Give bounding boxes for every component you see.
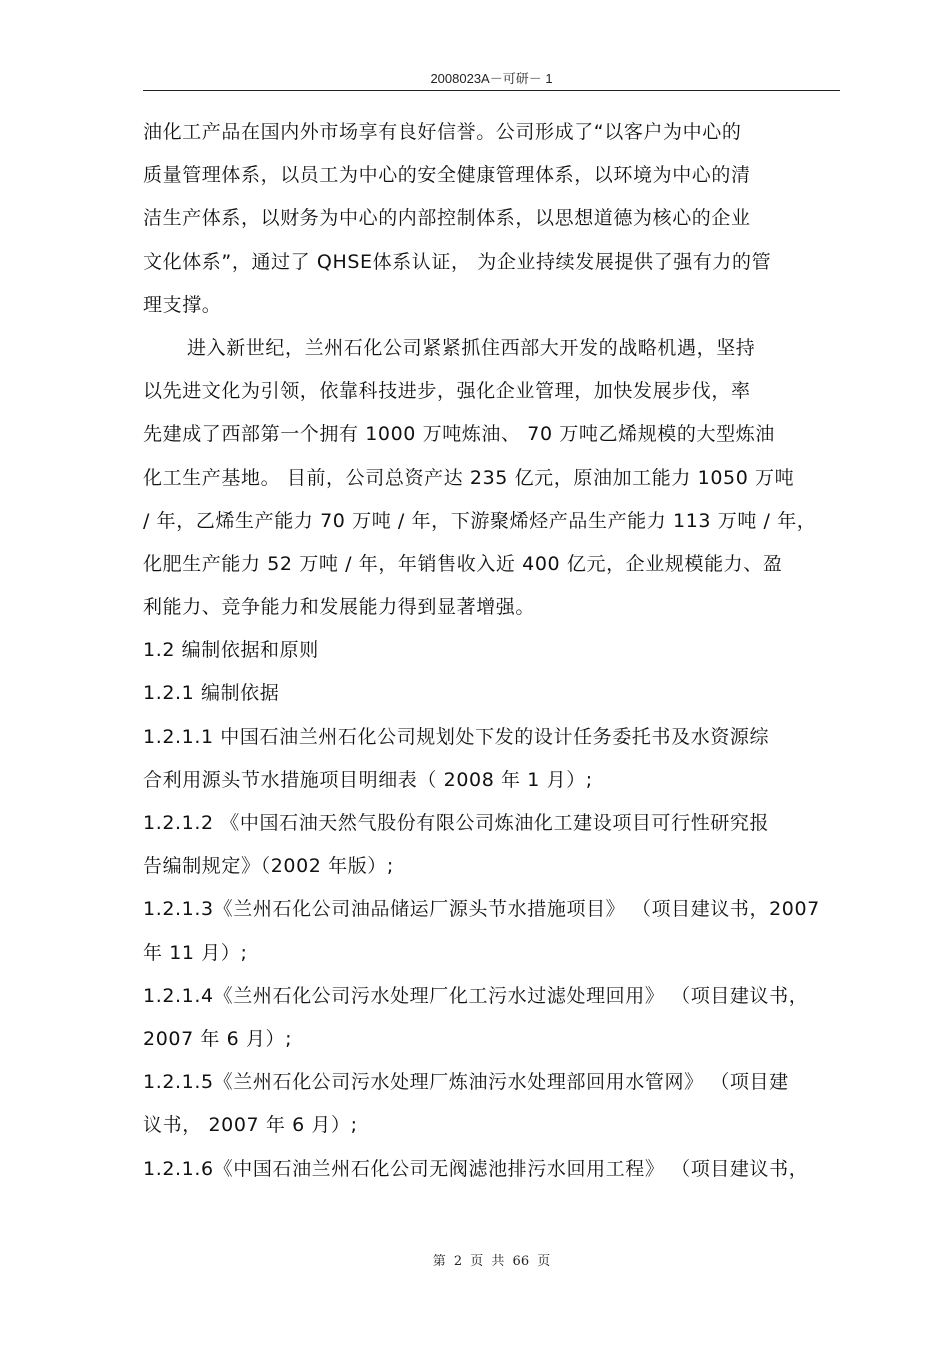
body-text: [143, 111, 840, 1191]
section-heading: 1.2 编制依据和原则: [143, 639, 319, 662]
text-line: 洁生产体系，以财务为中心的内部控制体系，以思想道德为核心的企业: [143, 207, 751, 230]
text-line: 以先进文化为引领，依靠科技进步，强化企业管理，加快发展步伐，率: [143, 380, 751, 403]
list-item: 1.2.1.1 中国石油兰州石化公司规划处下发的设计任务委托书及水资源综: [143, 725, 770, 748]
list-item-continued: 议书， 2007 年 6 月）;: [143, 1114, 358, 1137]
list-item: 1.2.1.2 《中国石油天然气股份有限公司炼油化工建设项目可行性研究报: [143, 812, 770, 834]
text-line: 油化工产品在国内外市场享有良好信誉。公司形成了“以客户为中心的: [143, 121, 742, 143]
text-line: 利能力、竞争能力和发展能力得到显著增强。: [143, 596, 536, 619]
text-line: 先建成了西部第一个拥有 1000 万吨炼油、 70 万吨乙烯规模的大型炼油: [143, 423, 775, 446]
text-line: 质量管理体系，以员工为中心的安全健康管理体系，以环境为中心的清: [143, 164, 751, 187]
list-item: 1.2.1.6《中国石油兰州石化公司无阀滤池排污水回用工程》 （项目建议书，: [143, 1157, 809, 1180]
page-header: 2008023A－可研－ 1: [430, 71, 553, 86]
list-item: 1.2.1.3《兰州石化公司油品储运厂源头节水措施项目》 （项目建议书，2007: [143, 898, 820, 921]
list-item-continued: 告编制规定》（2002 年版）;: [143, 855, 394, 878]
subsection-heading: 1.2.1 编制依据: [143, 682, 280, 705]
header-divider: [143, 90, 840, 91]
page-footer: 第 2 页 共 66 页: [432, 1254, 551, 1269]
text-line: / 年，乙烯生产能力 70 万吨 / 年，下游聚烯烃产品生产能力 113 万吨 / 年，: [143, 509, 817, 532]
text-line: 化工生产基地。 目前，公司总资产达 235 亿元，原油加工能力 1050 万吨: [143, 466, 795, 489]
text-line: 化肥生产能力 52 万吨 / 年，年销售收入近 400 亿元，企业规模能力、盈: [143, 552, 783, 575]
text-line: 文化体系”，通过了 QHSE体系认证， 为企业持续发展提供了强有力的管: [143, 250, 772, 273]
paragraph-start-line: 进入新世纪，兰州石化公司紧紧抓住西部大开发的战略机遇，坚持: [187, 336, 756, 359]
list-item: 1.2.1.5《兰州石化公司污水处理厂炼油污水处理部回用水管网》 （项目建: [143, 1071, 789, 1094]
list-item: 1.2.1.4《兰州石化公司污水处理厂化工污水过滤处理回用》 （项目建议书，: [143, 984, 809, 1007]
list-item-continued: 2007 年 6 月）;: [143, 1027, 293, 1050]
text-line: 理支撑。: [143, 293, 222, 316]
list-item-continued: 年 11 月）;: [143, 941, 248, 964]
list-item-continued: 合利用源头节水措施项目明细表（ 2008 年 1 月）;: [143, 768, 593, 791]
